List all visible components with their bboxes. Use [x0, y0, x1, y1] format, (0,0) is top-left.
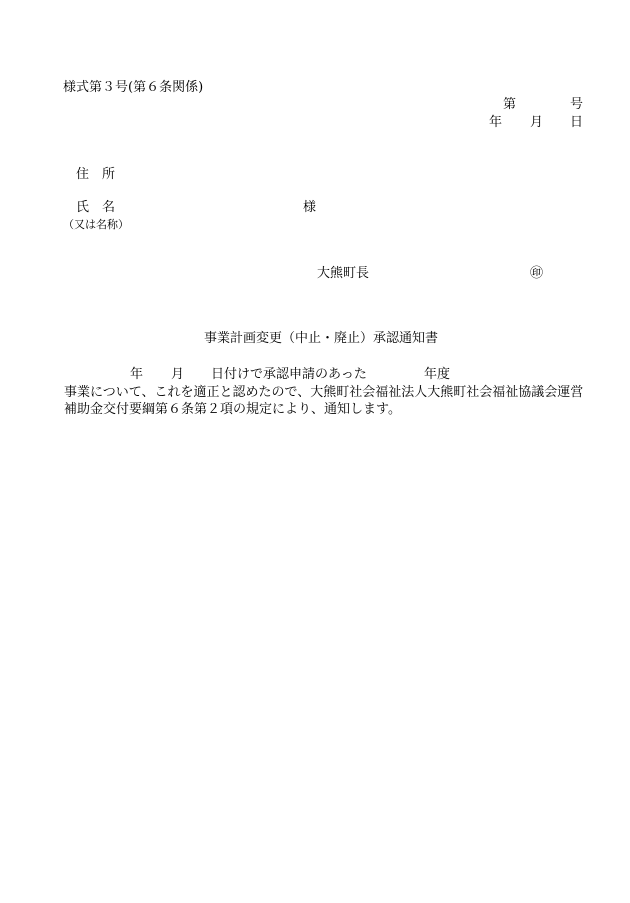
honorific-sama: 様 [303, 200, 317, 215]
address-label: 住 所 [76, 167, 116, 182]
date-year-label: 年 [489, 115, 503, 130]
document-number-suffix: 号 [570, 97, 584, 112]
date-month-label: 月 [530, 115, 544, 130]
issuer-title: 大熊町長 [317, 266, 370, 281]
body-paragraph: 事業について、これを適正と認めたので、大熊町社会福祉法人大熊町社会福祉協議会運営補助金交付要綱第６条第２項の規定により、通知します。 [64, 385, 584, 417]
seal-icon: ㊞ [530, 266, 544, 281]
body-year-label: 年 [130, 367, 144, 382]
document-number-prefix: 第 [503, 97, 517, 112]
body-day-text: 日付けで承認申請のあった [211, 367, 367, 382]
name-label: 氏 名 [76, 200, 116, 215]
form-number-label: 様式第３号(第６条関係) [63, 80, 204, 95]
body-fiscal-year-label: 年度 [424, 367, 451, 382]
document-title: 事業計画変更（中止・廃止）承認通知書 [204, 331, 439, 346]
alt-name-label: （又は名称） [63, 218, 129, 231]
date-day-label: 日 [570, 115, 584, 130]
body-month-label: 月 [171, 367, 185, 382]
